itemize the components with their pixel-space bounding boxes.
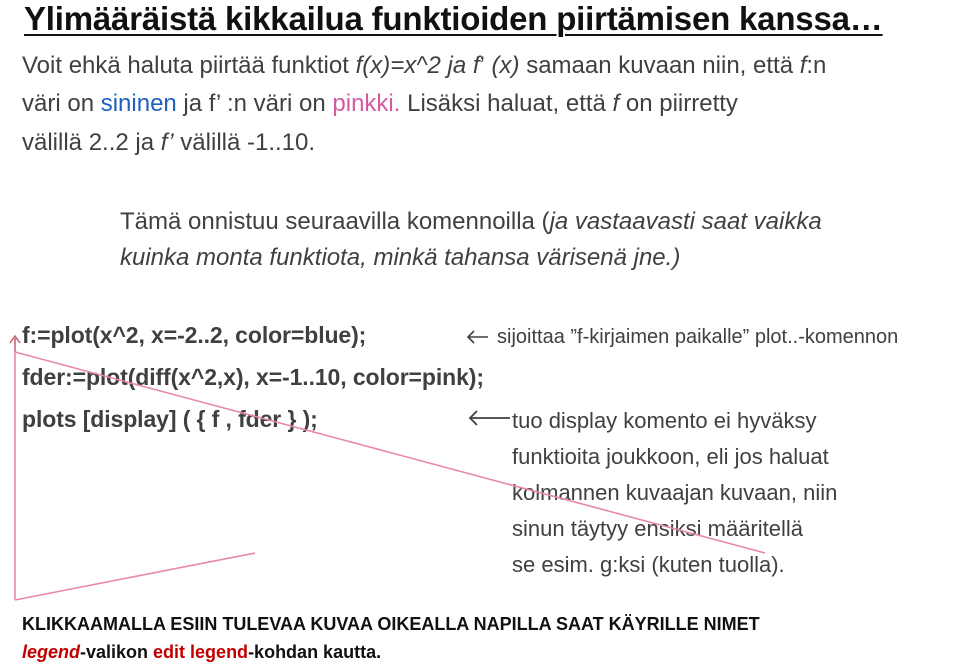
legend-word: legend: [22, 642, 81, 662]
edit-legend-word: edit legend: [153, 642, 249, 662]
note-italic: ja vastaavasti saat vaikka: [549, 208, 822, 235]
command-plot-f-comment: sijoittaa ”f-kirjaimen paikalle” plot..-komennon: [497, 326, 899, 348]
blue-word: sininen: [100, 90, 177, 117]
intro-f: f: [472, 52, 480, 79]
command-plot-f: f:=plot(x^2, x=-2..2, color=blue);: [22, 322, 367, 348]
intro-f: f: [799, 52, 807, 79]
intro-line-3: [22, 129, 315, 157]
left-up-arrow-icon: [10, 336, 20, 352]
intro-text: väri on: [22, 90, 101, 117]
intro-line-2: [22, 90, 738, 118]
intro-formula: f(x)=x^2 ja: [355, 52, 473, 79]
display-comment-line-4: sinun täytyy ensiksi määritellä: [512, 516, 804, 541]
display-comment-line-5: se esim. g:ksi (kuten tuolla).: [512, 552, 785, 577]
note-line-1: [120, 208, 822, 236]
footer-line-1: KLIKKAAMALLA ESIIN TULEVAA KUVAA OIKEALLA NAPILLA SAAT KÄYRILLE NIMET: [22, 614, 760, 634]
note-text: Tämä onnistuu seuraavilla komennoilla (: [120, 208, 550, 235]
command-plot-fder: fder:=plot(diff(x^2,x), x=-1..10, color=pink);: [22, 364, 484, 390]
comment-arrow-1-icon: [468, 331, 488, 343]
page-title: Ylimääräistä kikkailua funktioiden piirtämisen kanssa…: [24, 0, 883, 37]
intro-text: on piirretty: [619, 90, 738, 117]
pink-word: pinkki.: [332, 90, 401, 117]
intro-text: samaan kuvaan niin, että: [519, 52, 800, 79]
display-comment-line-2: funktioita joukkoon, eli jos haluat: [512, 444, 829, 469]
comment-arrow-2-icon: [470, 411, 510, 425]
footer-text: -valikon: [80, 642, 154, 662]
note-line-2: kuinka monta funktiota, minkä tahansa värisenä jne.): [120, 244, 681, 271]
intro-prime: ’: [479, 52, 485, 79]
intro-text: :n: [806, 52, 827, 79]
intro-text: Voit ehkä haluta piirtää funktiot: [22, 52, 356, 79]
display-comment-line-3: kolmannen kuvaajan kuvaan, niin: [512, 480, 838, 505]
intro-line-1: [22, 52, 826, 80]
intro-text: välillä 2..2 ja: [22, 129, 161, 156]
command-display: plots [display] ( { f , fder } );: [22, 406, 318, 432]
intro-arg: (x): [484, 52, 520, 79]
display-comment-line-1: tuo display komento ei hyväksy: [512, 408, 817, 433]
intro-fprime: f’: [160, 129, 174, 156]
footer-line-2: [22, 642, 381, 663]
intro-text: ja f’ :n väri on: [176, 90, 333, 117]
intro-text: Lisäksi haluat, että: [400, 90, 613, 117]
footer-text: -kohdan kautta.: [248, 642, 382, 662]
intro-text: välillä -1..10.: [173, 129, 316, 156]
intro-f: f: [612, 90, 620, 117]
